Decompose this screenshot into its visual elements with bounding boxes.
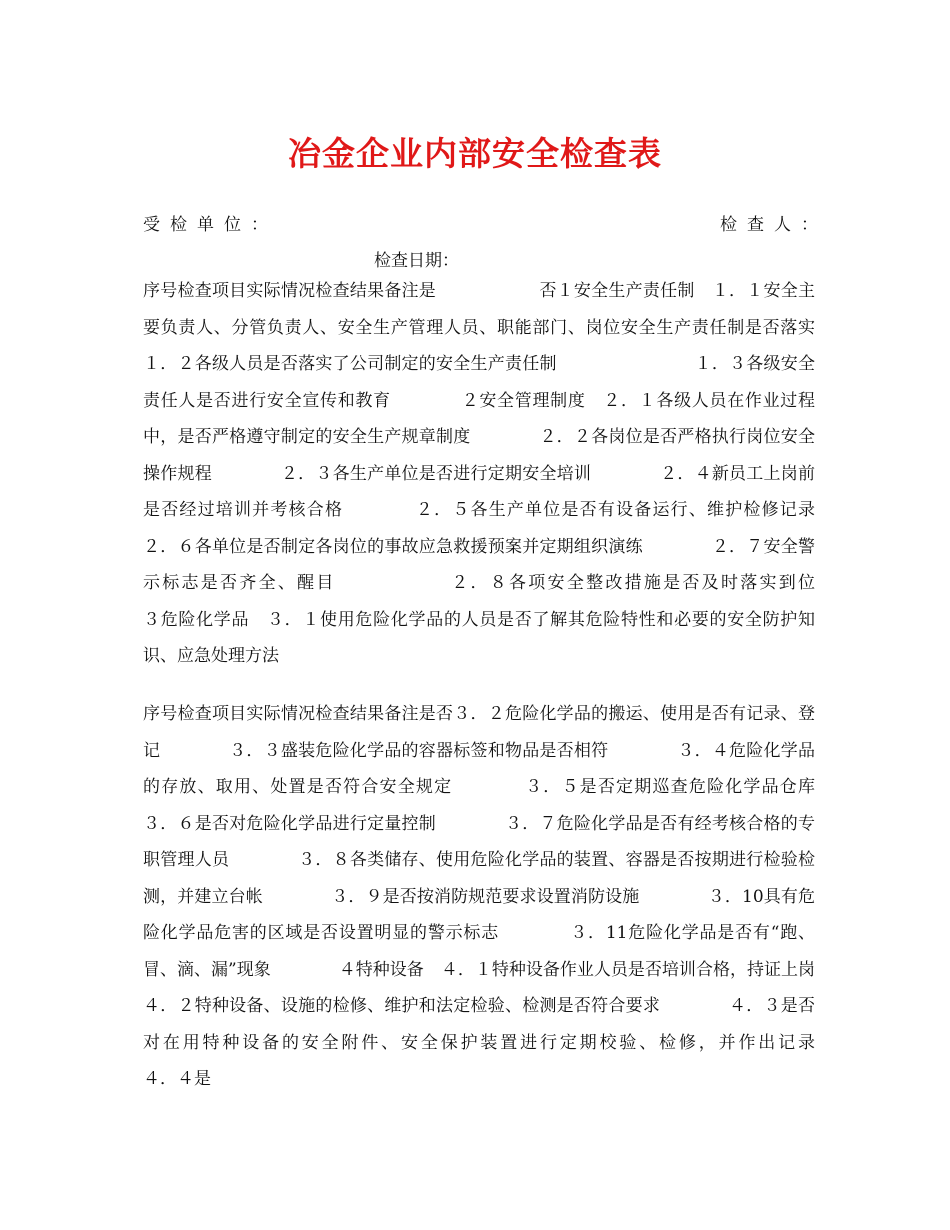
checklist-paragraph: 序号检查项目实际情况检查结果备注是 否１安全生产责任制 １．１安全主要负责人、分管负责人、安全生产管理人员、职能部门、岗位安全生产责任制是否落实 １．２各级人员是否落实了公司制定的安全生产责任制 １．３各级安全责任人是否进行安全宣传和教育 ２安全管理制度 ２．１各级人员在作业过程中，是否严格遵守制定的安全生产规章制度 ２．２各岗位是否严格执行岗位安全操作规程 ２．３各生产单位是否进行定期安全培训 ２．４新员工上岗前是否经过培训并考核合格 ２．５各生产单位是否有设备运行、维护检修记录 ２．６各单位是否制定各岗位的事故应急救援预案并定期组织演练 ２．７安全警示标志是否齐全、醒目 ２．８各项安全整改措施是否及时落实到位 ３危险化学品 ３．１使用危险化学品的人员是否了解其危险特性和必要的安全防护知识、应急处理方法 [143,281,883,666]
header-fields [143,210,828,235]
document-title: 冶金企业内部安全检查表 [288,134,662,173]
checklist-paragraph: 序号检查项目实际情况检查结果备注是否３．２危险化学品的搬运、使用是否有记录、登记 ３．３盛装危险化学品的容器标签和物品是否相符 ３．４危险化学品的存放、取用、处置是否符合安全规定 ３．５是否定期巡查危险化学品仓库 ３．６是否对危险化学品进行定量控制 ３．７危险化学品是否有经考核合格的专职管理人员 ３．８各类储存、使用危险化学品的装置、容器是否按期进行检验检测，并建立台帐 ３．９是否按消防规范要求设置消防设施 ３．10具有危险化学品危害的区域是否设置明显的警示标志 ３．11危险化学品是否有“跑、冒、滴、漏”现象 ４特种设备 ４．１特种设备作业人员是否培训合格，持证上岗 ４．２特种设备、设施的检修、维护和法定检验、检测是否符合要求 ４．３是否对在用特种设备的安全附件、安全保护装置进行定期校验、检修，并作出记录 ４．４是 [143,704,883,1089]
inspection-date-label: 检查日期： [374,251,459,271]
inspected-unit-label: 受检单位： [143,215,278,235]
inspector-label: 检查人： [720,215,828,235]
